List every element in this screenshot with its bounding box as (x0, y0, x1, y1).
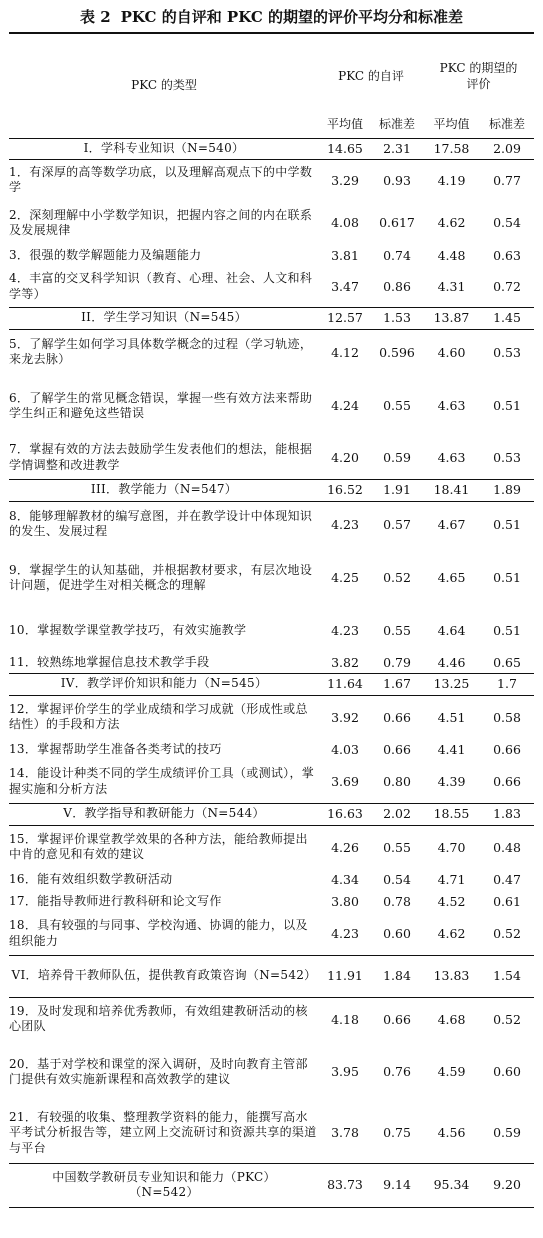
item-value: 0.54 (383, 872, 411, 888)
section-value: 18.55 (423, 803, 480, 825)
item-value: 0.51 (493, 623, 521, 639)
item-value: 0.60 (383, 926, 411, 941)
item-label: 17．能指导教师进行教科研和论文写作 (9, 894, 222, 909)
item-value: 4.19 (437, 172, 466, 188)
group-expected-eval: PKC 的期望的评价 (423, 33, 534, 111)
item-value: 4.12 (331, 344, 359, 360)
item-value: 0.65 (493, 655, 521, 670)
item-label: 21．有较强的收集、整理教学资料的能力，能撰写高水平考试分析报告等，建立网上交流研讨和资源共享的渠道与平台 (9, 1109, 317, 1155)
section-value: 13.25 (423, 673, 480, 695)
item-value: 4.67 (437, 516, 466, 532)
section-value: 18.41 (423, 479, 480, 501)
item-value: 4.70 (437, 839, 466, 855)
item-value: 0.72 (493, 279, 521, 294)
section-row (9, 803, 534, 825)
section-title: V．教学指导和教研能力（N=544） (9, 803, 319, 825)
table-row (9, 913, 534, 955)
item-value: 4.63 (437, 450, 466, 465)
item-value: 4.59 (437, 1064, 466, 1080)
item-value: 4.52 (437, 894, 466, 910)
item-value: 0.66 (383, 742, 411, 758)
item-value: 4.23 (331, 623, 359, 639)
section-value: 1.83 (480, 803, 534, 825)
item-value: 3.80 (331, 894, 359, 910)
item-value: 4.08 (331, 215, 359, 231)
section-value: 1.89 (480, 479, 534, 501)
item-value: 4.71 (437, 872, 466, 888)
table-row (9, 547, 534, 609)
item-value: 0.57 (383, 516, 411, 532)
item-value: 0.51 (493, 516, 521, 532)
statistics-table (9, 32, 534, 1208)
table-row (9, 201, 534, 245)
item-value: 3.92 (331, 709, 359, 725)
item-value: 0.51 (493, 570, 521, 586)
item-value: 0.47 (493, 872, 521, 888)
total-value: 9.20 (480, 1163, 534, 1207)
section-value: 1.67 (371, 673, 423, 695)
item-value: 0.74 (383, 248, 411, 264)
table-row (9, 609, 534, 653)
col-mean-self: 平均值 (319, 111, 371, 138)
table-row (9, 1103, 534, 1163)
table-row (9, 1041, 534, 1103)
item-value: 0.66 (383, 709, 411, 725)
table-row (9, 695, 534, 739)
item-value: 0.80 (383, 774, 411, 789)
item-value: 0.55 (383, 623, 411, 639)
item-label: 20．基于对学校和课堂的深入调研，及时向教育主管部门提供有效实施新课程和高效教学的建议 (9, 1056, 308, 1086)
item-value: 0.79 (383, 655, 411, 670)
item-value: 0.66 (493, 742, 521, 758)
table-row (9, 329, 534, 375)
table-row (9, 997, 534, 1041)
item-value: 3.81 (331, 248, 359, 264)
item-value: 0.76 (383, 1064, 411, 1080)
item-value: 4.31 (437, 279, 466, 294)
item-value: 0.51 (493, 398, 521, 414)
item-value: 4.56 (437, 1125, 466, 1140)
group-self-eval: PKC 的自评 (319, 33, 423, 111)
table-row (9, 761, 534, 803)
item-value: 0.52 (493, 1011, 521, 1027)
item-label: 6．了解学生的常见概念错误，掌握一些有效方法来帮助学生纠正和避免这些错误 (9, 390, 313, 420)
section-value: 1.84 (371, 955, 423, 997)
item-value: 0.93 (383, 172, 411, 188)
item-value: 4.62 (437, 215, 466, 231)
section-row (9, 673, 534, 695)
caption-text: PKC 的自评和 PKC 的期望的评价平均分和标准差 (120, 8, 464, 26)
item-label: 12．掌握评价学生的学业成绩和学习成就（形成性或总结性）的手段和方法 (9, 701, 308, 732)
item-label: 10．掌握数学课堂教学技巧，有效实施教学 (9, 623, 247, 638)
section-title: III．教学能力（N=547） (9, 479, 319, 501)
item-value: 0.596 (379, 344, 415, 360)
table-row (9, 501, 534, 547)
item-label: 4．丰富的交叉科学知识（教育、心理、社会、人文和科学等） (9, 271, 313, 301)
section-value: 1.54 (480, 955, 534, 997)
item-value: 3.47 (331, 279, 359, 294)
item-value: 0.77 (493, 172, 521, 188)
item-value: 3.29 (331, 172, 359, 188)
table-row (9, 267, 534, 307)
total-row (9, 1163, 534, 1207)
section-value: 1.53 (371, 307, 423, 329)
item-label: 1．有深厚的高等数学功底，以及理解高观点下的中学数学 (9, 164, 313, 195)
item-value: 3.78 (331, 1125, 359, 1140)
section-value: 1.91 (371, 479, 423, 501)
item-value: 4.24 (331, 398, 359, 414)
col-sd-self: 标准差 (371, 111, 423, 138)
item-value: 0.55 (383, 398, 411, 414)
item-value: 4.48 (437, 248, 466, 264)
section-row (9, 955, 534, 997)
item-value: 4.64 (437, 623, 466, 639)
item-value: 4.68 (437, 1011, 466, 1027)
item-value: 0.53 (493, 450, 521, 465)
section-value: 14.65 (319, 139, 371, 160)
item-label: 2．深刻理解中小学数学知识，把握内容之间的内在联系及发展规律 (9, 207, 313, 237)
section-value: 12.57 (319, 307, 371, 329)
item-value: 4.26 (331, 839, 359, 855)
section-value: 2.09 (480, 139, 534, 160)
item-value: 4.23 (331, 516, 359, 532)
table-body (9, 139, 534, 1208)
section-title: IV．教学评价知识和能力（N=545） (9, 673, 319, 695)
total-value: 95.34 (423, 1163, 480, 1207)
section-value: 11.64 (319, 673, 371, 695)
item-value: 4.03 (331, 742, 359, 758)
section-value: 11.91 (319, 955, 371, 997)
item-value: 0.58 (493, 709, 521, 725)
table-row (9, 825, 534, 869)
item-label: 9．掌握学生的认知基础，并根据教材要求，有层次地设计问题，促进学生对相关概念的理解 (9, 562, 313, 592)
item-value: 4.20 (331, 450, 359, 465)
section-title: I．学科专业知识（N=540） (9, 139, 319, 160)
item-value: 3.69 (331, 774, 359, 789)
col-sd-expected: 标准差 (480, 111, 534, 138)
item-value: 4.60 (437, 344, 466, 360)
section-value: 17.58 (423, 139, 480, 160)
section-row (9, 479, 534, 501)
table-row (9, 869, 534, 891)
item-label: 11．较熟练地掌握信息技术教学手段 (9, 655, 210, 669)
table-row (9, 245, 534, 267)
item-value: 0.52 (383, 570, 411, 586)
table-row (9, 891, 534, 913)
item-value: 4.18 (331, 1011, 359, 1027)
item-label: 13．掌握帮助学生准备各类考试的技巧 (9, 742, 222, 757)
section-value: 16.63 (319, 803, 371, 825)
item-value: 3.95 (331, 1064, 359, 1080)
item-value: 4.65 (437, 570, 466, 586)
item-value: 0.59 (493, 1125, 521, 1140)
section-row (9, 307, 534, 329)
item-label: 18．具有较强的与同事、学校沟通、协调的能力，以及组织能力 (9, 918, 308, 948)
item-value: 3.82 (331, 655, 359, 670)
section-value: 2.02 (371, 803, 423, 825)
section-value: 13.83 (423, 955, 480, 997)
item-value: 0.66 (383, 1011, 411, 1027)
table-caption (0, 6, 543, 27)
item-label: 16．能有效组织数学教研活动 (9, 872, 173, 887)
row-header: PKC 的类型 (9, 33, 319, 139)
item-label: 5．了解学生如何学习具体数学概念的过程（学习轨迹，来龙去脉） (9, 336, 313, 367)
item-value: 4.51 (437, 709, 466, 725)
item-value: 0.63 (493, 248, 521, 264)
item-label: 15．掌握评价课堂教学效果的各种方法，能给教师提出中肯的意见和有效的建议 (9, 831, 308, 862)
section-value: 1.45 (480, 307, 534, 329)
item-value: 0.86 (383, 279, 411, 294)
item-label: 8．能够理解教材的编写意图，并在教学设计中体现知识的发生、发展过程 (9, 508, 313, 539)
table-row (9, 375, 534, 437)
item-label: 7．掌握有效的方法去鼓励学生发表他们的想法，能根据学情调整和改进教学 (9, 442, 313, 472)
item-value: 0.75 (383, 1125, 411, 1140)
col-mean-expected: 平均值 (423, 111, 480, 138)
item-value: 0.59 (383, 450, 411, 465)
item-value: 0.53 (493, 344, 521, 360)
section-row (9, 139, 534, 160)
section-value: 1.7 (480, 673, 534, 695)
item-value: 4.34 (331, 872, 359, 888)
item-value: 4.39 (437, 774, 466, 789)
item-value: 0.78 (383, 894, 411, 910)
total-value: 9.14 (371, 1163, 423, 1207)
item-value: 4.23 (331, 926, 359, 941)
item-value: 0.61 (493, 894, 521, 910)
total-value: 83.73 (319, 1163, 371, 1207)
item-value: 0.66 (493, 774, 521, 789)
section-value: 16.52 (319, 479, 371, 501)
section-value: 2.31 (371, 139, 423, 160)
item-value: 4.25 (331, 570, 359, 586)
table-row (9, 437, 534, 479)
table-row (9, 739, 534, 761)
item-value: 0.617 (379, 215, 415, 231)
item-value: 0.48 (493, 839, 521, 855)
caption-label: 表 2 (79, 8, 111, 26)
item-value: 0.54 (493, 215, 521, 231)
item-value: 4.46 (437, 655, 466, 670)
item-value: 0.55 (383, 839, 411, 855)
item-value: 0.52 (493, 926, 521, 941)
table-row (9, 159, 534, 201)
item-value: 4.41 (437, 742, 466, 758)
item-value: 4.62 (437, 926, 466, 941)
item-value: 4.63 (437, 398, 466, 414)
section-title: VI．培养骨干教师队伍，提供教育政策咨询（N=542） (9, 955, 319, 997)
section-title: II．学生学习知识（N=545） (9, 307, 319, 329)
table-row (9, 653, 534, 673)
item-label: 3．很强的数学解题能力及编题能力 (9, 248, 202, 263)
total-title: 中国数学教研员专业知识和能力（PKC）（N=542） (9, 1163, 319, 1207)
item-value: 0.60 (493, 1064, 521, 1080)
item-label: 19．及时发现和培养优秀教师，有效组建教研活动的核心团队 (9, 1003, 308, 1034)
section-value: 13.87 (423, 307, 480, 329)
item-label: 14．能设计种类不同的学生成绩评价工具（或测试），掌握实施和分析方法 (9, 766, 315, 796)
